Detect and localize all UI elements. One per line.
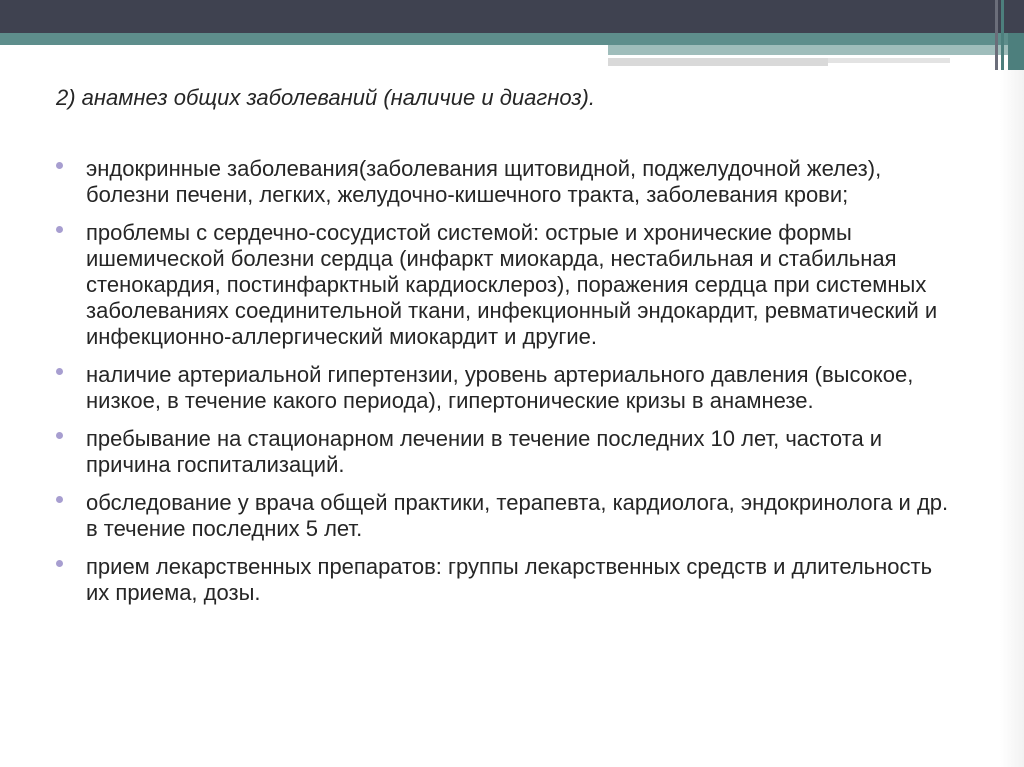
bullet-dot-icon (56, 496, 63, 503)
side-strip-2 (1001, 0, 1004, 70)
list-item-text: пребывание на стационарном лечении в течение последних 10 лет, частота и причина госпитализаций. (86, 426, 883, 477)
bullet-dot-icon (56, 560, 63, 567)
list-item (56, 362, 956, 414)
slide-heading: 2) анамнез общих заболеваний (наличие и диагноз). (56, 85, 595, 110)
header-gray-band (608, 58, 828, 66)
list-item-text: наличие артериальной гипертензии, уровень артериального давления (высокое, низкое, в течение какого периода), гипертонические кризы в анамнезе. (86, 362, 914, 413)
header-dark-band (0, 0, 1024, 33)
list-item-text: проблемы с сердечно-сосудистой системой: острые и хронические формы ишемической болезни сердца (инфаркт миокарда, нестабильная и стабильная стенокардия, постинфарктный кардиосклероз), поражения сердца при системных заболеваниях соединительной ткани, инфекционный эндокардит, ревматический и инфекционно-аллергический миокардит и другие. (86, 220, 938, 349)
side-strip-3 (1008, 0, 1024, 33)
bullet-dot-icon (56, 432, 63, 439)
list-item (56, 554, 956, 606)
bullet-dot-icon (56, 162, 63, 169)
list-item-text: эндокринные заболевания(заболевания щитовидной, поджелудочной желез), болезни печени, легких, желудочно-кишечного тракта, заболевания крови; (86, 156, 882, 207)
header-gray-band-2 (828, 58, 950, 63)
list-item (56, 156, 956, 208)
list-item-text: прием лекарственных препаратов: группы лекарственных средств и длительность их приема, дозы. (86, 554, 933, 605)
side-shadow (1000, 70, 1024, 767)
header-teal-band (0, 33, 1024, 45)
bullet-dot-icon (56, 226, 63, 233)
side-strip-4 (1008, 33, 1024, 70)
list-item (56, 220, 956, 350)
list-item (56, 490, 956, 542)
header-teal-light-band (608, 45, 1024, 55)
bullet-dot-icon (56, 368, 63, 375)
list-item-text: обследование у врача общей практики, терапевта, кардиолога, эндокринолога и др. в течение последних 5 лет. (86, 490, 949, 541)
list-item (56, 426, 956, 478)
side-strip-1 (995, 0, 998, 70)
bullet-list (56, 156, 956, 618)
